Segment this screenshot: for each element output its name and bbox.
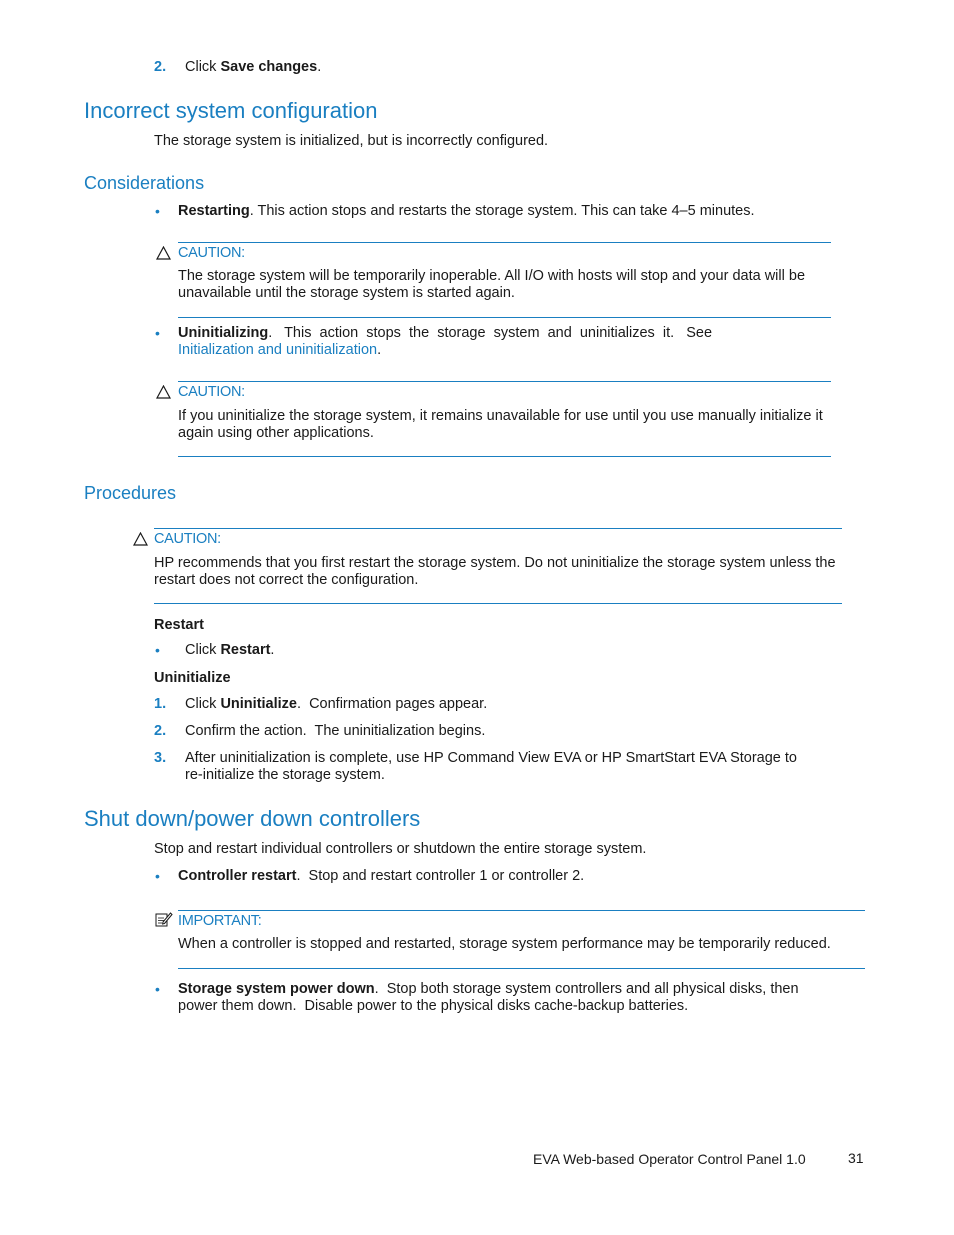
step-number: 2. xyxy=(154,59,167,75)
step-line: re-initialize the storage system. xyxy=(185,767,385,783)
bullet-icon: • xyxy=(155,642,160,658)
caution-line: HP recommends that you first restart the storage system. Do not uninitialize the storage system unless the xyxy=(154,555,836,571)
subsection-title-considerations: Considerations xyxy=(84,173,205,193)
caution-label: CAUTION: xyxy=(178,384,245,400)
step-number: 1. xyxy=(154,696,167,712)
note-pencil-icon xyxy=(155,911,173,933)
caution-top-rule xyxy=(154,528,842,529)
caution-text xyxy=(178,408,838,442)
list-item-prefix: Click xyxy=(185,642,221,658)
step-item: Confirm the action. The uninitialization begins. xyxy=(185,723,486,739)
step-number: 2. xyxy=(154,723,167,739)
caution-line: unavailable until the storage system is started again. xyxy=(178,285,515,301)
list-item-suffix: . xyxy=(377,342,382,358)
caution-text xyxy=(154,555,844,589)
step-item xyxy=(185,750,835,784)
step-prefix: Click xyxy=(185,59,221,75)
bullet-icon: • xyxy=(155,203,160,219)
caution-line: again using other applications. xyxy=(178,425,374,441)
list-item-text: . This action stops and restarts the storage system. This can take 4–5 minutes. xyxy=(249,203,755,219)
caution-line: If you uninitialize the storage system, it remains unavailable for use until you use manually initialize it xyxy=(178,408,823,424)
section-intro-incorrect-config: The storage system is initialized, but is incorrectly configured. xyxy=(154,133,549,149)
bullet-icon: • xyxy=(155,868,160,884)
caution-bottom-rule xyxy=(178,317,831,318)
list-item-bold: Uninitializing xyxy=(178,325,269,341)
step-save-changes xyxy=(154,59,322,76)
step-line: After uninitialization is complete, use HP Command View EVA or HP SmartStart EVA Storage to xyxy=(185,750,797,766)
procedure-heading-restart: Restart xyxy=(154,617,204,633)
caution-text xyxy=(178,268,838,302)
page-number: 31 xyxy=(848,1150,864,1166)
list-item-uninitializing xyxy=(178,325,712,359)
list-item-power-down xyxy=(178,981,828,1015)
caution-top-rule xyxy=(178,242,831,243)
list-item-bold: Restarting xyxy=(178,203,250,219)
step-item xyxy=(185,696,487,713)
step-bold: Uninitialize xyxy=(220,696,297,712)
section-intro-shutdown: Stop and restart individual controllers or shutdown the entire storage system. xyxy=(154,841,647,857)
caution-top-rule xyxy=(178,381,831,382)
step-suffix: . xyxy=(317,59,322,75)
important-text: When a controller is stopped and restarted, storage system performance may be temporarily reduced. xyxy=(178,936,831,952)
list-item-bold: Restart xyxy=(220,642,271,658)
warning-triangle-icon xyxy=(133,532,148,551)
list-item-restarting xyxy=(178,203,755,220)
list-item-controller-restart xyxy=(178,868,584,885)
warning-triangle-icon xyxy=(156,385,171,404)
caution-label: CAUTION: xyxy=(154,531,221,547)
list-item-bold: Controller restart xyxy=(178,868,297,884)
step-number: 3. xyxy=(154,750,167,766)
list-item-text: . Stop and restart controller 1 or controller 2. xyxy=(296,868,585,884)
caution-line: restart does not correct the configuration. xyxy=(154,572,419,588)
bullet-icon: • xyxy=(155,325,160,341)
bullet-icon: • xyxy=(155,981,160,997)
procedure-heading-uninitialize: Uninitialize xyxy=(154,670,231,686)
subsection-title-procedures: Procedures xyxy=(84,483,177,503)
section-title-shutdown: Shut down/power down controllers xyxy=(84,806,421,831)
list-item-line: power them down. Disable power to the physical disks cache-backup batteries. xyxy=(178,998,689,1014)
important-label: IMPORTANT: xyxy=(178,913,262,929)
list-item-suffix: . xyxy=(270,642,275,658)
warning-triangle-icon xyxy=(156,246,171,265)
caution-label: CAUTION: xyxy=(178,245,245,261)
list-item-bold: Storage system power down xyxy=(178,981,375,997)
important-top-rule xyxy=(178,910,865,911)
list-item-text: . Stop both storage system controllers and all physical disks, then xyxy=(374,981,799,997)
important-bottom-rule xyxy=(178,968,865,969)
section-title-incorrect-config: Incorrect system configuration xyxy=(84,98,378,123)
list-item-text: . This action stops the storage system and uninitializes it. See xyxy=(268,325,713,341)
step-suffix: . Confirmation pages appear. xyxy=(297,696,488,712)
caution-line: The storage system will be temporarily inoperable. All I/O with hosts will stop and your data will be xyxy=(178,268,806,284)
footer-title: EVA Web-based Operator Control Panel 1.0 xyxy=(533,1151,806,1167)
caution-bottom-rule xyxy=(178,456,831,457)
step-prefix: Click xyxy=(185,696,221,712)
link-initialization[interactable]: Initialization and uninitialization xyxy=(178,342,378,358)
step-bold: Save changes xyxy=(220,59,318,75)
list-item-restart xyxy=(185,642,274,659)
caution-bottom-rule xyxy=(154,603,842,604)
